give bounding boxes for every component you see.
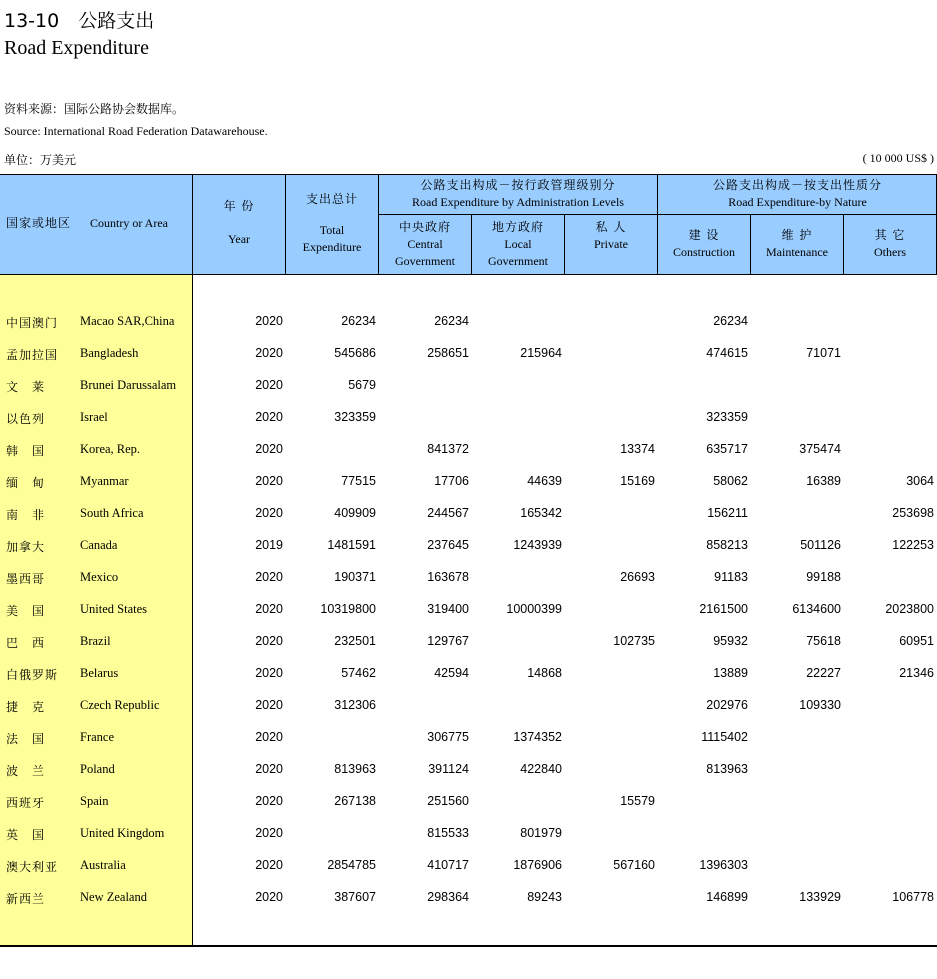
cell-others: 122253 [892, 538, 934, 552]
table-bottom-rule [0, 945, 937, 947]
cell-year: 2020 [255, 890, 283, 904]
cell-total: 26234 [341, 314, 376, 328]
country-name-cn: 孟加拉国 [6, 348, 59, 362]
country-name-en: France [80, 730, 115, 744]
table-row [0, 658, 937, 690]
cell-local: 1876906 [513, 858, 562, 872]
header-others-en: Others [874, 245, 906, 259]
cell-construction: 95932 [713, 634, 748, 648]
cell-construction: 156211 [707, 506, 748, 520]
cell-maintenance: 501126 [800, 538, 841, 552]
table-row [0, 786, 937, 818]
country-name-cn: 波 兰 [6, 764, 46, 778]
cell-others: 3064 [906, 474, 934, 488]
cell-year: 2019 [255, 538, 283, 552]
cell-total: 5679 [348, 378, 376, 392]
table-row [0, 690, 937, 722]
cell-local: 89243 [527, 890, 562, 904]
country-name-cn: 捷 克 [6, 700, 46, 714]
cell-maintenance: 375474 [799, 442, 841, 456]
country-name-cn: 英 国 [6, 828, 46, 842]
header-admin-group [379, 177, 657, 211]
cell-total: 1481591 [327, 538, 376, 552]
header-construction-cn: 建 设 [688, 228, 720, 242]
cell-construction: 146899 [706, 890, 748, 904]
cell-year: 2020 [255, 410, 283, 424]
cell-local: 422840 [520, 762, 562, 776]
country-name-cn: 文 莱 [6, 380, 46, 394]
cell-total: 409909 [334, 506, 376, 520]
country-name-cn: 加拿大 [6, 540, 46, 554]
cell-central: 306775 [427, 730, 469, 744]
cell-year: 2020 [255, 826, 283, 840]
source-note-cn: 资料来源：国际公路协会数据库。 [4, 102, 185, 116]
table-row [0, 882, 937, 914]
country-name-en: Myanmar [80, 474, 129, 488]
country-name-en: Belarus [80, 666, 119, 680]
country-name-en: Canada [80, 538, 118, 552]
cell-central: 258651 [427, 346, 469, 360]
country-name-en: Brazil [80, 634, 111, 648]
cell-construction: 202976 [706, 698, 748, 712]
header-local-en1: Local [504, 237, 532, 251]
cell-year: 2020 [255, 666, 283, 680]
cell-central: 17706 [434, 474, 469, 488]
cell-private: 102735 [613, 634, 655, 648]
country-name-cn: 澳大利亚 [6, 860, 59, 874]
country-name-cn: 巴 西 [6, 636, 46, 650]
expenditure-table [0, 174, 937, 946]
source-note-en: Source: International Road Federation Datawarehouse. [4, 124, 268, 138]
country-name-en: New Zealand [80, 890, 147, 904]
cell-local: 1243939 [513, 538, 562, 552]
cell-year: 2020 [255, 634, 283, 648]
cell-total: 813963 [334, 762, 376, 776]
cell-construction: 635717 [706, 442, 748, 456]
table-number-title: 13-10 公路支出 [4, 10, 155, 32]
cell-local: 44639 [527, 474, 562, 488]
header-private [565, 219, 657, 253]
cell-central: 26234 [434, 314, 469, 328]
cell-construction: 2161500 [699, 602, 748, 616]
cell-local: 14868 [527, 666, 562, 680]
header-others-cn: 其 它 [874, 228, 906, 242]
header-others [844, 227, 936, 261]
country-name-en: Mexico [80, 570, 119, 584]
table-row [0, 434, 937, 466]
cell-local: 165342 [520, 506, 562, 520]
cell-central: 815533 [427, 826, 469, 840]
country-name-en: Poland [80, 762, 115, 776]
cell-year: 2020 [255, 602, 283, 616]
country-name-en: Australia [80, 858, 126, 872]
cell-central: 251560 [427, 794, 469, 808]
header-total-cn: 支出总计 [305, 192, 358, 206]
header-nature-en: Road Expenditure-by Nature [728, 195, 867, 209]
country-name-en: Spain [80, 794, 109, 808]
cell-private: 26693 [620, 570, 655, 584]
cell-total: 323359 [334, 410, 376, 424]
header-maintenance-en: Maintenance [766, 245, 828, 259]
table-row [0, 370, 937, 402]
cell-local: 1374352 [513, 730, 562, 744]
cell-total: 232501 [334, 634, 376, 648]
country-name-cn: 韩 国 [6, 444, 46, 458]
cell-maintenance: 22227 [806, 666, 841, 680]
cell-maintenance: 75618 [806, 634, 841, 648]
cell-construction: 26234 [713, 314, 748, 328]
table-row [0, 402, 937, 434]
cell-maintenance: 109330 [799, 698, 841, 712]
cell-others: 60951 [899, 634, 934, 648]
header-local-en2: Government [488, 254, 548, 268]
table-row [0, 530, 937, 562]
header-central-en1: Central [407, 237, 443, 251]
cell-year: 2020 [255, 794, 283, 808]
header-construction [658, 227, 750, 261]
header-admin-en: Road Expenditure by Administration Levels [412, 195, 624, 209]
cell-year: 2020 [255, 506, 283, 520]
cell-year: 2020 [255, 730, 283, 744]
cell-central: 391124 [428, 762, 469, 776]
header-maintenance-cn: 维 护 [781, 228, 813, 242]
cell-others: 21346 [899, 666, 934, 680]
cell-year: 2020 [255, 570, 283, 584]
cell-local: 215964 [520, 346, 562, 360]
cell-local: 801979 [520, 826, 562, 840]
header-total-en1: Total [319, 223, 345, 237]
header-total-en2: Expenditure [302, 240, 362, 254]
header-total [286, 191, 378, 256]
country-name-cn: 中国澳门 [6, 316, 59, 330]
country-name-cn: 新西兰 [6, 892, 46, 906]
header-private-en: Private [594, 237, 628, 251]
country-name-cn: 美 国 [6, 604, 46, 618]
table-row [0, 594, 937, 626]
country-name-en: South Africa [80, 506, 144, 520]
table-row [0, 306, 937, 338]
table-row [0, 754, 937, 786]
cell-private: 567160 [613, 858, 655, 872]
cell-maintenance: 99188 [806, 570, 841, 584]
cell-others: 2023800 [885, 602, 934, 616]
cell-year: 2020 [255, 474, 283, 488]
cell-central: 841372 [427, 442, 469, 456]
header-maintenance [751, 227, 843, 261]
table-row [0, 626, 937, 658]
header-central-cn: 中央政府 [398, 220, 451, 234]
country-name-en: Brunei Darussalam [80, 378, 177, 392]
cell-total: 77515 [341, 474, 376, 488]
header-admin-cn: 公路支出构成－按行政管理级别分 [420, 178, 616, 192]
table-row [0, 722, 937, 754]
header-local [472, 219, 564, 270]
table-row [0, 818, 937, 850]
header-bottom-rule [0, 274, 937, 275]
table-row [0, 466, 937, 498]
page-title: Road Expenditure [4, 37, 149, 59]
cell-private: 15169 [620, 474, 655, 488]
header-construction-en: Construction [673, 245, 735, 259]
cell-others: 253698 [892, 506, 934, 520]
country-name-en: Israel [80, 410, 108, 424]
header-year-cn: 年 份 [223, 199, 255, 213]
cell-construction: 1115402 [701, 730, 748, 744]
cell-central: 410717 [427, 858, 469, 872]
header-country-cn: 国家或地区 [6, 216, 72, 230]
cell-maintenance: 16389 [806, 474, 841, 488]
cell-total: 545686 [334, 346, 376, 360]
cell-year: 2020 [255, 858, 283, 872]
country-name-en: Korea, Rep. [80, 442, 141, 456]
country-name-en: Czech Republic [80, 698, 160, 712]
cell-total: 57462 [341, 666, 376, 680]
cell-construction: 323359 [706, 410, 748, 424]
cell-central: 319400 [427, 602, 469, 616]
cell-total: 10319800 [320, 602, 376, 616]
country-name-en: Macao SAR,China [80, 314, 175, 328]
cell-year: 2020 [255, 346, 283, 360]
cell-private: 15579 [620, 794, 655, 808]
cell-maintenance: 133929 [799, 890, 841, 904]
header-nature-cn: 公路支出构成－按支出性质分 [712, 178, 882, 192]
cell-year: 2020 [255, 698, 283, 712]
country-name-en: United Kingdom [80, 826, 165, 840]
unit-label-en: ( 10 000 US$ ) [862, 151, 934, 165]
cell-local: 10000399 [506, 602, 562, 616]
cell-construction: 58062 [713, 474, 748, 488]
table-top-rule [0, 174, 937, 175]
cell-maintenance: 71071 [806, 346, 841, 360]
cell-construction: 813963 [706, 762, 748, 776]
cell-central: 42594 [434, 666, 469, 680]
country-name-cn: 白俄罗斯 [6, 668, 59, 682]
cell-construction: 474615 [706, 346, 748, 360]
cell-construction: 13889 [713, 666, 748, 680]
cell-others: 106778 [892, 890, 934, 904]
header-private-cn: 私 人 [595, 220, 627, 234]
country-name-cn: 西班牙 [6, 796, 46, 810]
country-name-cn: 以色列 [6, 412, 46, 426]
table-row [0, 498, 937, 530]
cell-private: 13374 [620, 442, 655, 456]
header-central-en2: Government [395, 254, 455, 268]
cell-central: 129767 [427, 634, 469, 648]
header-year-en: Year [227, 232, 251, 246]
cell-maintenance: 6134600 [792, 602, 841, 616]
cell-year: 2020 [255, 314, 283, 328]
cell-total: 190371 [334, 570, 376, 584]
cell-central: 163678 [427, 570, 469, 584]
country-name-en: Bangladesh [80, 346, 139, 360]
header-year [193, 198, 285, 248]
cell-year: 2020 [255, 378, 283, 392]
cell-central: 237645 [427, 538, 469, 552]
cell-year: 2020 [255, 442, 283, 456]
cell-total: 2854785 [327, 858, 376, 872]
cell-construction: 91183 [714, 570, 748, 584]
header-local-cn: 地方政府 [491, 220, 544, 234]
table-row [0, 850, 937, 882]
cell-year: 2020 [255, 762, 283, 776]
country-name-en: United States [80, 602, 148, 616]
table-row [0, 338, 937, 370]
cell-total: 312306 [334, 698, 376, 712]
header-country-en: Country or Area [90, 216, 168, 230]
header-nature-group [658, 177, 937, 211]
cell-central: 298364 [427, 890, 469, 904]
cell-central: 244567 [427, 506, 469, 520]
country-name-cn: 墨西哥 [6, 572, 46, 586]
cell-total: 267138 [334, 794, 376, 808]
country-name-cn: 法 国 [6, 732, 46, 746]
country-name-cn: 缅 甸 [6, 476, 46, 490]
country-name-cn: 南 非 [6, 508, 46, 522]
header-central [379, 219, 471, 270]
cell-construction: 858213 [706, 538, 748, 552]
unit-label-cn: 单位：万美元 [4, 153, 77, 167]
cell-total: 387607 [334, 890, 376, 904]
cell-construction: 1396303 [699, 858, 748, 872]
table-row [0, 562, 937, 594]
